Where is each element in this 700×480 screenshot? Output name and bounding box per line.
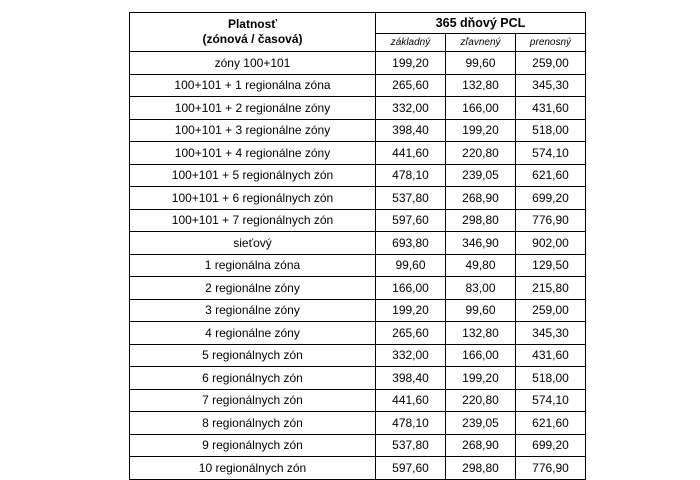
table-row <box>130 97 586 120</box>
table-row <box>130 299 586 322</box>
zone-name-cell: 100+101 + 3 regionálne zóny <box>130 119 376 142</box>
zone-name-cell: 2 regionálne zóny <box>130 277 376 300</box>
basic-price-cell: 265,60 <box>376 322 446 345</box>
table-row <box>130 344 586 367</box>
discounted-price-cell: 239,05 <box>446 164 516 187</box>
transferable-price-cell: 699,20 <box>516 434 586 457</box>
discounted-price-cell: 166,00 <box>446 344 516 367</box>
zone-name-cell: sieťový <box>130 232 376 255</box>
discounted-price-cell: 298,80 <box>446 457 516 480</box>
transferable-price-cell: 518,00 <box>516 367 586 390</box>
table-row <box>130 367 586 390</box>
basic-price-cell: 332,00 <box>376 344 446 367</box>
zone-name-cell: 6 regionálnych zón <box>130 367 376 390</box>
basic-price-cell: 99,60 <box>376 254 446 277</box>
discounted-price-cell: 166,00 <box>446 97 516 120</box>
table-row <box>130 119 586 142</box>
zone-name-cell: 3 regionálne zóny <box>130 299 376 322</box>
validity-header-subtitle: (zónová / časová) <box>202 32 303 46</box>
column-header-transferable: prenosný <box>516 34 586 52</box>
table-row <box>130 254 586 277</box>
price-table <box>129 12 586 480</box>
zone-name-cell: 5 regionálnych zón <box>130 344 376 367</box>
transferable-price-cell: 574,10 <box>516 142 586 165</box>
table-row <box>130 434 586 457</box>
table-row <box>130 232 586 255</box>
basic-price-cell: 398,40 <box>376 367 446 390</box>
zone-name-cell: 9 regionálnych zón <box>130 434 376 457</box>
transferable-price-cell: 699,20 <box>516 187 586 210</box>
transferable-price-cell: 621,60 <box>516 164 586 187</box>
discounted-price-cell: 220,80 <box>446 389 516 412</box>
discounted-price-cell: 99,60 <box>446 52 516 75</box>
discounted-price-cell: 132,80 <box>446 322 516 345</box>
zone-name-cell: 100+101 + 6 regionálnych zón <box>130 187 376 210</box>
discounted-price-cell: 220,80 <box>446 142 516 165</box>
zone-name-cell: 100+101 + 4 regionálne zóny <box>130 142 376 165</box>
zone-name-cell: 8 regionálnych zón <box>130 412 376 435</box>
basic-price-cell: 332,00 <box>376 97 446 120</box>
basic-price-cell: 537,80 <box>376 434 446 457</box>
transferable-price-cell: 259,00 <box>516 299 586 322</box>
table-row <box>130 277 586 300</box>
ticket-group-header: 365 dňový PCL <box>376 13 586 34</box>
transferable-price-cell: 431,60 <box>516 344 586 367</box>
discounted-price-cell: 199,20 <box>446 119 516 142</box>
zone-name-cell: 100+101 + 5 regionálnych zón <box>130 164 376 187</box>
discounted-price-cell: 239,05 <box>446 412 516 435</box>
transferable-price-cell: 431,60 <box>516 97 586 120</box>
basic-price-cell: 199,20 <box>376 52 446 75</box>
column-header-discounted: zľavnený <box>446 34 516 52</box>
zone-name-cell: 100+101 + 7 regionálnych zón <box>130 209 376 232</box>
transferable-price-cell: 574,10 <box>516 389 586 412</box>
zone-name-cell: 4 regionálne zóny <box>130 322 376 345</box>
discounted-price-cell: 49,80 <box>446 254 516 277</box>
table-row <box>130 142 586 165</box>
column-header-basic: základný <box>376 34 446 52</box>
zone-name-cell: zóny 100+101 <box>130 52 376 75</box>
table-row <box>130 74 586 97</box>
basic-price-cell: 441,60 <box>376 142 446 165</box>
transferable-price-cell: 129,50 <box>516 254 586 277</box>
zone-name-cell: 100+101 + 1 regionálna zóna <box>130 74 376 97</box>
basic-price-cell: 693,80 <box>376 232 446 255</box>
zone-name-cell: 100+101 + 2 regionálne zóny <box>130 97 376 120</box>
transferable-price-cell: 621,60 <box>516 412 586 435</box>
table-row <box>130 412 586 435</box>
discounted-price-cell: 268,90 <box>446 187 516 210</box>
discounted-price-cell: 346,90 <box>446 232 516 255</box>
basic-price-cell: 398,40 <box>376 119 446 142</box>
table-row <box>130 322 586 345</box>
validity-header <box>130 13 376 52</box>
discounted-price-cell: 199,20 <box>446 367 516 390</box>
discounted-price-cell: 99,60 <box>446 299 516 322</box>
table-row <box>130 164 586 187</box>
transferable-price-cell: 518,00 <box>516 119 586 142</box>
basic-price-cell: 537,80 <box>376 187 446 210</box>
discounted-price-cell: 268,90 <box>446 434 516 457</box>
basic-price-cell: 478,10 <box>376 412 446 435</box>
transferable-price-cell: 345,30 <box>516 322 586 345</box>
basic-price-cell: 265,60 <box>376 74 446 97</box>
table-row <box>130 457 586 480</box>
basic-price-cell: 199,20 <box>376 299 446 322</box>
basic-price-cell: 597,60 <box>376 457 446 480</box>
table-row <box>130 389 586 412</box>
basic-price-cell: 166,00 <box>376 277 446 300</box>
zone-name-cell: 10 regionálnych zón <box>130 457 376 480</box>
basic-price-cell: 441,60 <box>376 389 446 412</box>
table-row <box>130 187 586 210</box>
transferable-price-cell: 776,90 <box>516 457 586 480</box>
discounted-price-cell: 83,00 <box>446 277 516 300</box>
transferable-price-cell: 259,00 <box>516 52 586 75</box>
table-row <box>130 209 586 232</box>
discounted-price-cell: 132,80 <box>446 74 516 97</box>
zone-name-cell: 1 regionálna zóna <box>130 254 376 277</box>
transferable-price-cell: 902,00 <box>516 232 586 255</box>
table-body <box>130 52 586 480</box>
table-row <box>130 52 586 75</box>
validity-header-title: Platnosť <box>227 17 278 31</box>
zone-name-cell: 7 regionálnych zón <box>130 389 376 412</box>
transferable-price-cell: 345,30 <box>516 74 586 97</box>
basic-price-cell: 597,60 <box>376 209 446 232</box>
transferable-price-cell: 776,90 <box>516 209 586 232</box>
discounted-price-cell: 298,80 <box>446 209 516 232</box>
basic-price-cell: 478,10 <box>376 164 446 187</box>
transferable-price-cell: 215,80 <box>516 277 586 300</box>
